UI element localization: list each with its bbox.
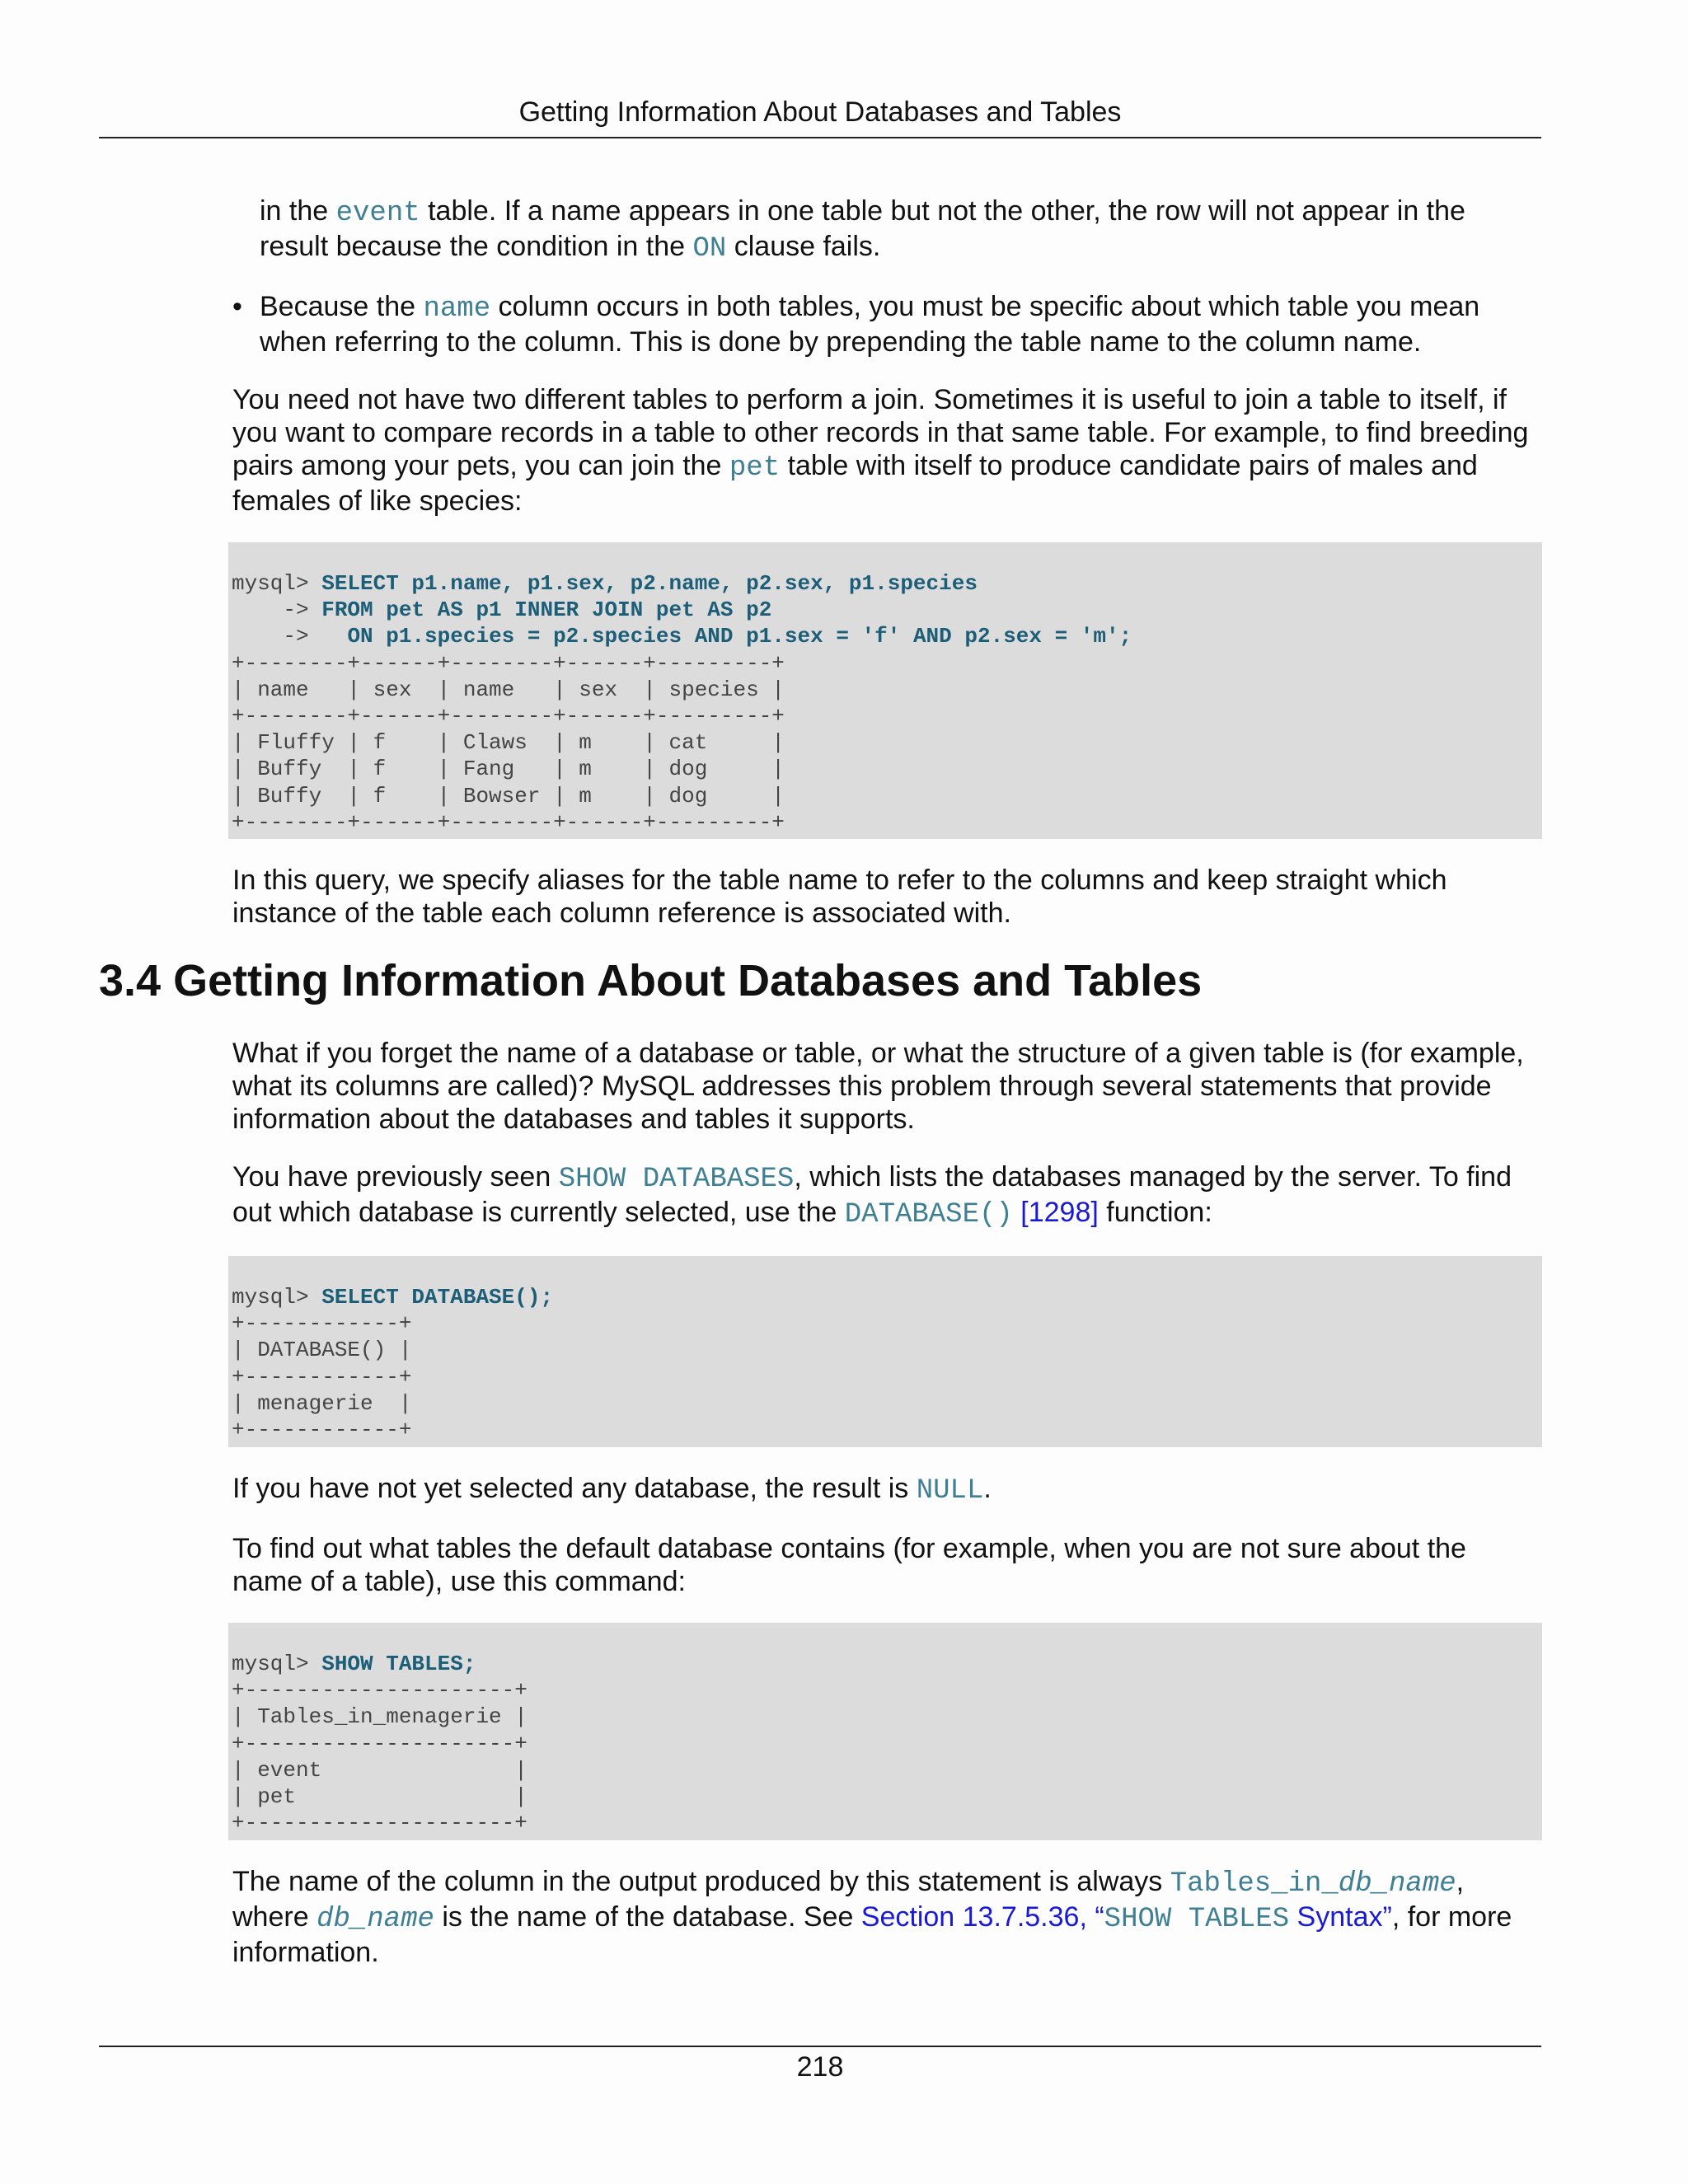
query-result-table: +------------+ | DATABASE() | +------------+ | menagerie | +------------+ (232, 1311, 412, 1443)
ref-link-1298[interactable]: [1298] (1020, 1197, 1099, 1228)
inline-code-on: ON (692, 233, 727, 265)
inline-code-pet: pet (729, 452, 781, 484)
inline-code-name: name (423, 293, 491, 325)
inline-code-event: event (335, 198, 420, 229)
inline-code-db-name: db_name (316, 1904, 434, 1935)
inline-code-show-databases: SHOW DATABASES (558, 1164, 795, 1195)
paragraph-self-join: You need not have two different tables to perform a join. Sometimes it is useful to join a table to itself, if you want to compare records in a table to other records in that same table. For example, to find breeding pairs among your pets, you can join the pet table with itself to produce candidate pairs of males and females of like species: (232, 384, 1529, 517)
paragraph-show-databases: You have previously seen SHOW DATABASES, which lists the databases managed by the server. To find out which database is currently selected, use the DATABASE() [1298] function: (232, 1161, 1512, 1230)
paragraph-null-result: If you have not yet selected any database, the result is NULL. (232, 1473, 992, 1507)
inline-code-database-function: DATABASE() (844, 1199, 1013, 1230)
query-result-table: +---------------------+ | Tables_in_menagerie | +---------------------+ | event | | pet | +---------------------+ (232, 1678, 528, 1836)
inline-code-null: NULL (916, 1475, 984, 1507)
running-header: Getting Information About Databases and Tables (518, 96, 1122, 128)
paragraph-aliases: In this query, we specify aliases for the table name to refer to the columns and keep straight which instance of the table each column reference is associated with. (232, 865, 1447, 929)
inline-code-tables-in: Tables_in_db_name (1170, 1868, 1456, 1900)
section-heading: 3.4 Getting Information About Databases and Tables (99, 956, 1203, 1005)
page-number: 218 (796, 2051, 844, 2083)
code-block-self-join: mysql> SELECT p1.name, p1.sex, p2.name, p2.sex, p1.species -> FROM pet AS p1 INNER JOIN pet AS p2 -> ON p1.species = p2.species AND p1.sex = 'f' AND p2.sex = 'm'; +--------+------+--------+------+---------+ | name | sex | name | sex | species | +--------+------+--------+------+---------+ | Fluffy | f | Claws | m | cat | | Buffy | f | Fang | m | dog | | Buffy | f | Bowser | m | dog | +--------+------+--------+------+---------+ (228, 542, 1542, 839)
bullet-item-name-column: • Because the name column occurs in both tables, you must be specific about which table you mean when referring to the column. This is done by prepending the table name to the column name. (232, 291, 1480, 358)
code-block-select-database: mysql> SELECT DATABASE(); +------------+ | DATABASE() | +------------+ | menagerie | +------------+ (228, 1256, 1542, 1447)
paragraph-tables-in-db-name: The name of the column in the output produced by this statement is always Tables_in_db_name, where db_name is the name of the database. See Section 13.7.5.36, “SHOW TABLES Syntax”, for more information. (232, 1866, 1512, 1968)
code-block-show-tables: mysql> SHOW TABLES; +---------------------+ | Tables_in_menagerie | +---------------------+ | event | | pet | +---------------------+ (228, 1623, 1542, 1840)
paragraph-show-tables-intro: To find out what tables the default database contains (for example, when you are not sure about the name of a table), use this command: (232, 1533, 1466, 1597)
section-link-show-tables-syntax[interactable]: Section 13.7.5.36, “SHOW TABLES Syntax” (860, 1901, 1392, 1935)
bullet-marker: • (232, 291, 242, 322)
paragraph-join-condition: in the event table. If a name appears in one table but not the other, the row will not appear in the result because the condition in the ON clause fails. (260, 195, 1465, 265)
page-content (99, 194, 1543, 1994)
header-rule (99, 137, 1541, 138)
query-result-table: +--------+------+--------+------+---------+ | name | sex | name | sex | species | +--------+------+--------+------+---------+ | Fluffy | f | Claws | m | cat | | Buffy | f | Fang | m | dog | | Buffy | f | Bowser | m | dog | +--------+------+--------+------+---------+ (232, 650, 785, 835)
paragraph-intro: What if you forget the name of a database or table, or what the structure of a given table is (for example, what its columns are called)? MySQL addresses this problem through several statements that provide information about the databases and tables it supports. (232, 1038, 1524, 1135)
